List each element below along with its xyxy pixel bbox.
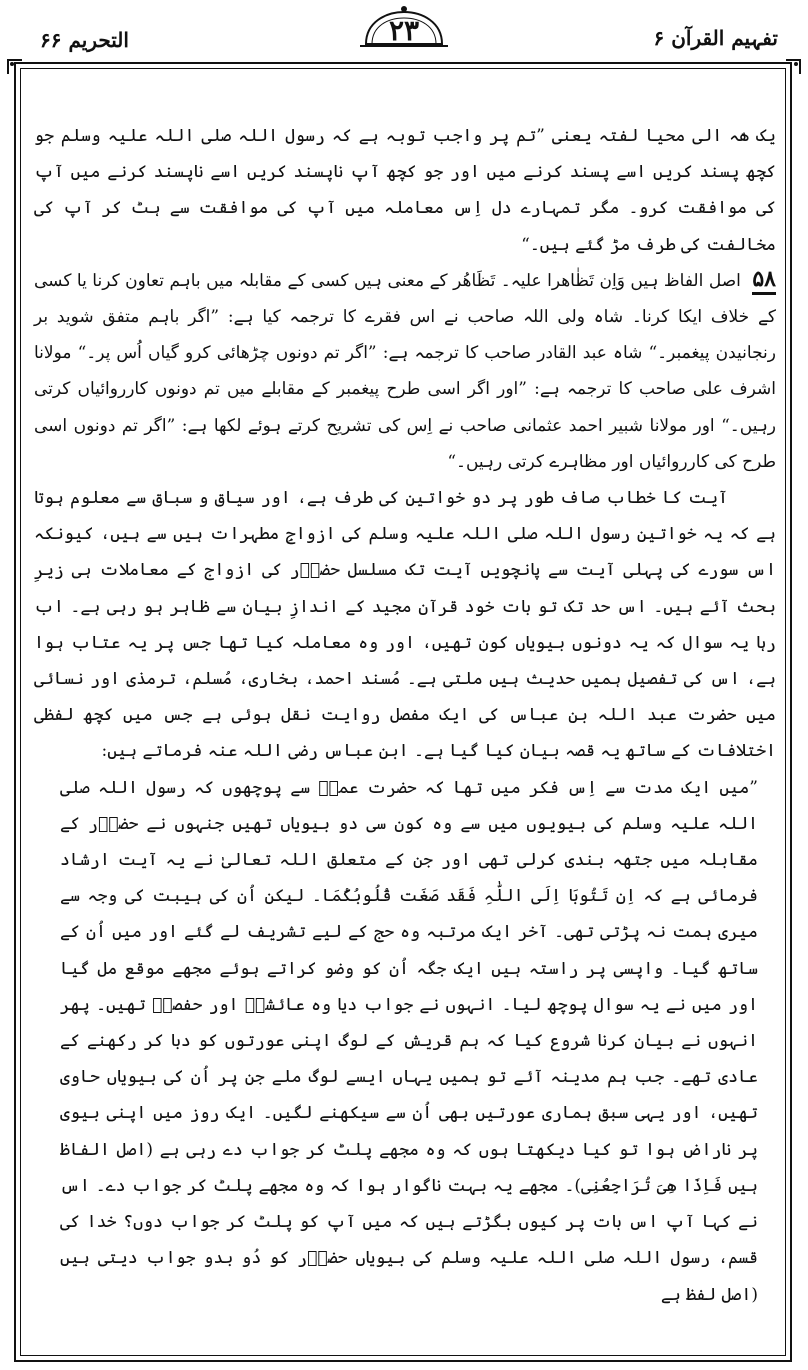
corner-ornament-icon — [6, 58, 24, 76]
paragraph-text: آیت کا خطاب صاف طور پر دو خواتین کی طرف ہے، اور سیاق و سباق سے معلوم ہوتا ہے کہ یہ خواتین رسول اللہ صلی اللہ علیہ وسلم کی ازواجِ مطہرات ہیں سے ہیں، کیونکہ اس سورے کی پہلی آیت سے پانچویں آیت تک مسلسل حضوؐر کی ازواج کے معاملات ہی زیرِ بحث آئے ہیں۔ اس حد تک تو بات خود قرآن مجید کے اندازِ بیان سے ظاہر ہو رہی ہے۔ اب رہا یہ سوال کہ یہ دونوں بیویاں کون تھیں، اور وہ معاملہ کیا تھا جس پر یہ عتاب ہوا ہے، اس کی تفصیل ہمیں حدیث ہیں ملتی ہے۔ مُسند احمد، بخاری، مُسلم، ترمذی اور نسائی میں حضرت عبد اللہ بن عباس کی ایک مفصل روایت نقل ہوئی ہے جس میں کچھ لفظی اختلافات کے ساتھ یہ قصہ بیان کیا گیا ہے۔ ابن عباس رضی اللہ عنہ فرماتے ہیں: — [34, 488, 776, 762]
page-body — [34, 118, 776, 1313]
page-number-cartouche — [356, 4, 452, 62]
book-title: تفہیم القرآن ۶ — [653, 26, 778, 50]
quoted-narration — [34, 770, 776, 1313]
page-number: ۲۳ — [388, 14, 420, 47]
paragraph — [34, 118, 776, 263]
paragraph-text: یک ھٰہ الی محیا لفتہ یعنی ”تم پر واجب توبہ ہے کہ رسول اللہ صلی اللہ علیہ وسلم جو کچھ پسند کریں اسے پسند کرنے میں اور جو کچھ آپ ناپسند کریں اسے ناپسند کرنے میں آپ کی موافقت کرو۔ مگر تمہارے دل اِس معاملہ میں آپ کی موافقت سے ہٹ کر آپ کی مخالفت کی طرف مڑ گئے ہیں۔“ — [34, 126, 776, 255]
footnote-paragraph — [34, 263, 776, 480]
corner-ornament-icon — [784, 58, 802, 76]
paragraph-text: اصل الفاظ ہیں وَاِن تَظٰاھرا علیہ۔ تَظَاھُر کے معنی ہیں کسی کے مقابلہ میں باہم تعاون کرنا یا کسی کے خلاف ایکا کرنا۔ شاہ ولی اللہ صاحب نے اس فقرے کا ترجمہ کیا ہے: ”اگر باہم متفق شوید بر رنجانیدن پیغمبر۔“ شاہ عبد القادر صاحب کا ترجمہ ہے: ”اگر تم دونوں چڑھائی کرو گیاں اُس پر۔“ مولانا اشرف علی صاحب کا ترجمہ ہے: ”اور اگر اسی طرح پیغمبر کے مقابلے میں تم دونوں کارروائیاں کرتی رہیں۔“ اور مولانا شبیر احمد عثمانی صاحب نے اِس کی تشریح کرتے ہوئے لکھا ہے: ”اگر تم دونوں اسی طرح کی کارروائیاں اور مظاہرے کرتی رہیں۔“ — [34, 270, 776, 472]
page-header — [0, 0, 808, 62]
paragraph-text: ”میں ایک مدت سے اِس فکر میں تھا کہ حضرت عمرؓ سے پوچھوں کہ رسول اللہ صلی اللہ علیہ وسلم کی بیویوں میں سے وہ کون سی دو بیویاں تھیں جنہوں نے حضوؐر کے مقابلہ میں جتھہ بندی کرلی تھی اور جن کے متعلق اللہ تعالیٰ نے یہ آیت ارشاد فرمائی ہے کہ اِن تَتُوبَا اِلَی اللّٰہِ فَقَد صَغَت قُلُوبُکُمَا۔ لیکن اُن کی ہیبت کی وجہ سے میری ہمت نہ پڑتی تھی۔ آخر ایک مرتبہ وہ حج کے لیے تشریف لے گئے اور میں اُن کے ساتھ گیا۔ واپسی پر راستہ ہیں ایک جگہ اُن کو وضو کراتے ہوئے مجھے موقع مل گیا اور میں نے یہ سوال پوچھ لیا۔ انہوں نے جواب دیا وہ عائشہؓ اور حفصہؓ تھیں۔ پھر انہوں نے بیان کرنا شروع کیا کہ ہم قریش کے لوگ اپنی عورتوں کو دبا کر رکھنے کے عادی تھے۔ جب ہم مدینہ آئے تو ہمیں یہاں ایسے لوگ ملے جن پر اُن کی بیویاں حاوی تھیں، اور یہی سبق ہماری عورتیں بھی اُن سے سیکھنے لگیں۔ ایک روز میں اپنی بیوی پر ناراض ہوا تو کیا دیکھتا ہوں کہ وہ مجھے پلٹ کر جواب دے رہی ہے (اصل الفاظ ہیں فَاِذَا ھِیَ تُرَاجِعُنِی)۔ مجھے یہ بہت ناگوار ہوا کہ وہ مجھے پلٹ کر جواب دے۔ اس نے کہا آپ اس بات پر کیوں بگڑتے ہیں کہ میں آپ کو پلٹ کر جواب دوں؟ خدا کی قسم، رسول اللہ صلی اللہ علیہ وسلم کی بیویاں حضوؐر کو دُو بدو جواب دیتی ہیں (اصل لفظ ہے — [60, 777, 758, 1305]
note-number: ۵۸ — [752, 266, 776, 295]
paragraph — [34, 480, 776, 770]
surah-name: التحریم ۶۶ — [40, 28, 129, 52]
